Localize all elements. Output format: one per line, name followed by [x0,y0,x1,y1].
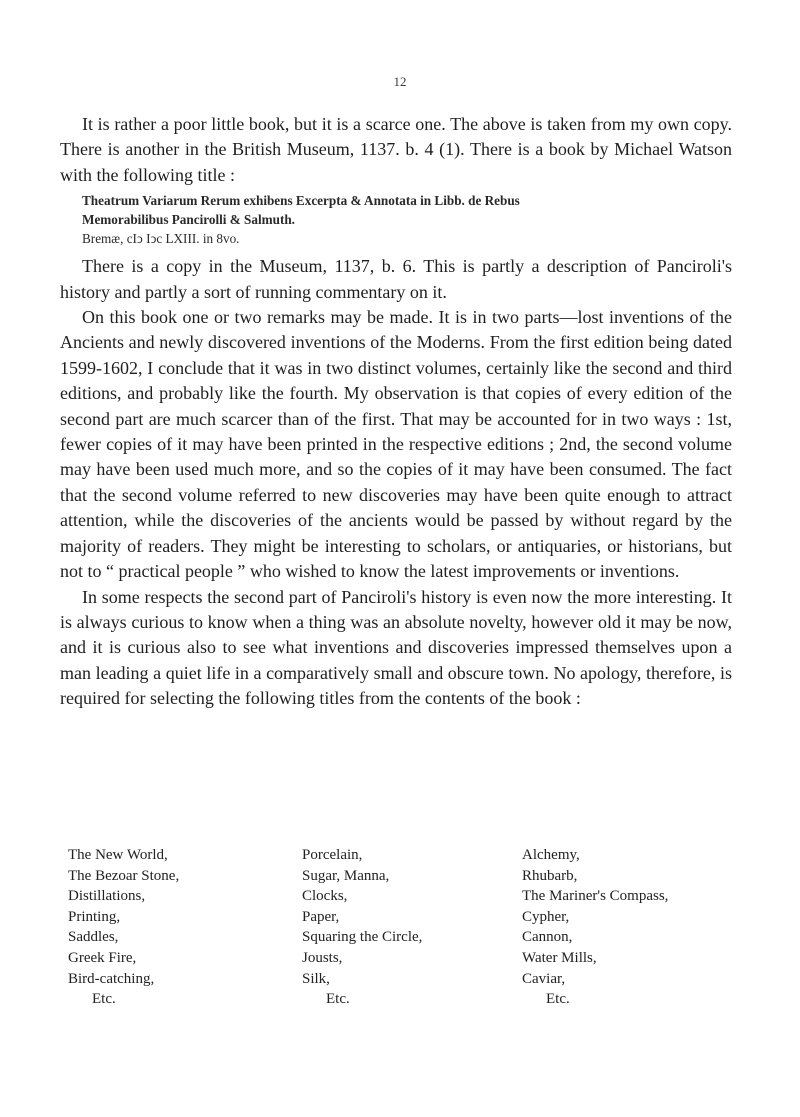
contents-item: Alchemy, [522,847,580,863]
contents-column-3 [522,845,742,1010]
contents-item: The New World, [68,847,168,863]
title-quote-line-1: Theatrum Variarum Rerum exhibens Excerpta & Annotata in Libb. de Rebus [82,193,520,209]
contents-item: Rhubarb, [522,867,578,884]
paragraph-2: There is a copy in the Museum, 1137, b. 6. This is partly a description of Panciroli's history and partly a sort of running commentary on it. [60,256,732,302]
contents-item-etc: Etc. [326,991,350,1008]
contents-item: Cypher, [522,908,570,925]
contents-item: The Bezoar Stone, [68,867,180,884]
body-text [60,112,732,712]
paragraph-1: It is rather a poor little book, but it is a scarce one. The above is taken from my own copy. There is another in the British Museum, 1137. b. 4 (1). There is a book by Michael Watson with the following title : [60,114,732,185]
title-quote-line-2: Memorabilibus Pancirolli & Salmuth. [82,212,295,228]
contents-item: Distillations, [68,888,146,905]
contents-item: Porcelain, [302,847,363,863]
contents-item: Sugar, Manna, [302,867,390,884]
title-quote-line-3: Bremæ, cIↄ Iↄc LXIII. in 8vo. [82,231,240,247]
contents-item-etc: Etc. [92,991,116,1008]
contents-item: Silk, [302,970,330,987]
contents-item: Greek Fire, [68,949,137,966]
contents-item: The Mariner's Compass, [522,888,669,905]
contents-item: Paper, [302,908,340,925]
paragraph-4: In some respects the second part of Panciroli's history is even now the more interesting. It is always curious to know when a thing was an absolute novelty, however old it may be now, and it is curious also to see what inventions and discoveries impressed themselves upon a man leading a quiet life in a comparatively small and obscure town. No apology, therefore, is required for selecting the following titles from the contents of the book : [60,586,732,709]
contents-item: Jousts, [302,949,343,966]
contents-item: Cannon, [522,929,573,946]
contents-column-1 [68,845,248,1010]
book-title-quote [82,191,732,248]
contents-item: Printing, [68,908,121,925]
contents-item-etc: Etc. [546,991,570,1008]
page-number: 12 [393,74,407,89]
contents-item: Bird-catching, [68,970,155,987]
paragraph-3: On this book one or two remarks may be made. It is in two parts—lost inventions of the Ancients and newly discovered inventions of the Moderns. From the first edition being dated 1599-1602, I conclude that it was in two distinct volumes, certainly like the second and third editions, and probably like the fourth. My observation is that copies of every edition of the second part are much scarcer than of the first. That may be accounted for in two ways : 1st, fewer copies of it may have been printed in the respective editions ; 2nd, the second volume may have been used much more, and so the copies of it may have been consumed. The fact that the second volume referred to new discoveries may have been quite enough to attract attention, while the discoveries of the ancients would be passed by without regard by the majority of readers. They might be interesting to scholars, or antiquaries, or historians, but not to “ practical people ” who wished to know the latest improvements or inventions. [60,307,732,582]
contents-item: Caviar, [522,970,566,987]
contents-item: Water Mills, [522,949,597,966]
contents-item: Squaring the Circle, [302,929,423,946]
contents-item: Clocks, [302,888,348,905]
contents-item: Saddles, [68,929,119,946]
contents-column-2 [302,845,502,1010]
